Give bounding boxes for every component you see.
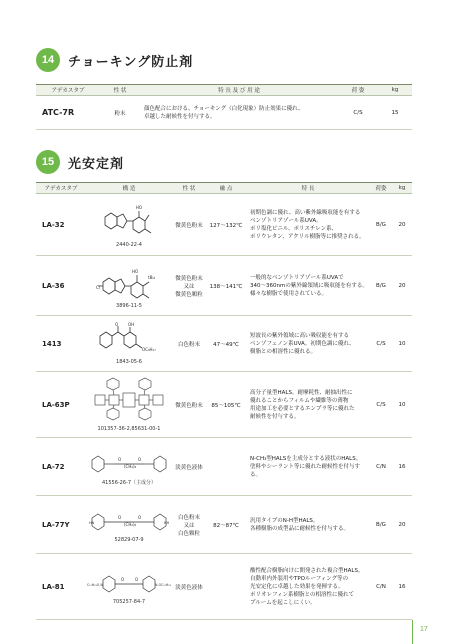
product-name: LA-63P [36, 372, 86, 438]
state-line: 淡黄色液体 [175, 584, 203, 591]
product-kg: 20 [392, 256, 412, 316]
section-title: 光安定剤 [68, 156, 125, 172]
svg-text:O: O [135, 577, 139, 582]
product-pack: C/N [370, 554, 392, 620]
product-kg: 20 [392, 194, 412, 256]
svg-text:(CH₂)₈: (CH₂)₈ [124, 463, 137, 469]
col-header: アデカスタブ [36, 85, 100, 96]
table-row [36, 438, 412, 496]
product-kg: 16 [392, 438, 412, 496]
cas-number: 101357-36-2,85631-00-1 [97, 426, 161, 432]
cas-number: 2440-22-4 [116, 242, 142, 248]
product-name: ATC-7R [36, 96, 100, 130]
feature-line: 酸性配合樹脂向けに開発された複合型HALS。 [250, 567, 364, 574]
feature-line: 光安定化に卓越した効果を発揮する。 [250, 583, 344, 590]
svg-text:HN: HN [89, 521, 95, 525]
nh-hals-structure-icon [88, 506, 170, 536]
structure-cell [86, 316, 172, 372]
page-number: 17 [420, 626, 428, 633]
feature-line: 汎用タイプのN-H型HALS。 [250, 517, 319, 524]
melting-point: 47〜49℃ [206, 316, 246, 372]
svg-text:C₁₁H₂₃O-N: C₁₁H₂₃O-N [87, 583, 103, 587]
page-number-rule [412, 620, 413, 644]
feature-line: 耐候性を付与する。 [250, 413, 300, 420]
product-pack: B/G [370, 194, 392, 256]
feature-line: 自動車内外装用やTPOルーフィング等の [250, 575, 349, 582]
product-pack: C/N [370, 438, 392, 496]
cas-number: 705257-84-7 [112, 599, 146, 605]
polymeric-hals-structure-icon [89, 377, 169, 425]
light-stabilizer-table [36, 182, 412, 620]
state-line: 又は [183, 283, 195, 290]
svg-text:OC₈H₁₇: OC₈H₁₇ [142, 347, 156, 352]
feature-line: ポリ塩化ビニル、ポリスチレン系、 [250, 225, 338, 232]
structure-cell [86, 438, 172, 496]
product-name: LA-32 [36, 194, 86, 256]
product-state [172, 554, 206, 620]
product-feature [246, 496, 370, 554]
feature-line: 卓越した耐候性を付与する。 [144, 113, 216, 120]
state-line: 微黄色粉末 [175, 222, 203, 229]
section-15-heading [36, 150, 124, 174]
feature-line: 各種樹脂の成型品に耐候性を付与する。 [250, 525, 350, 532]
product-feature [246, 256, 370, 316]
product-feature [246, 554, 370, 620]
col-header: 融 点 [206, 183, 246, 194]
product-state [172, 194, 206, 256]
svg-text:OH: OH [128, 322, 135, 327]
state-line: 微黄色粉末 [175, 275, 203, 282]
product-pack: B/G [370, 256, 392, 316]
product-feature [246, 194, 370, 256]
feature-line: 様々な樹脂で使用されている。 [250, 290, 328, 297]
structure-cell [86, 496, 172, 554]
svg-text:(CH₂)₈: (CH₂)₈ [124, 522, 137, 527]
state-line: 淡黄色液体 [175, 464, 203, 471]
product-feature [140, 96, 338, 130]
svg-text:HO: HO [135, 205, 143, 210]
feature-line: 短波長の紫外領域に高い吸収能を有する [250, 332, 350, 339]
benzotriazole-structure-icon [99, 201, 159, 241]
table-row [36, 496, 412, 554]
col-header: アデカスタブ [36, 183, 86, 194]
section-number: 14 [36, 48, 60, 72]
structure-cell [86, 372, 172, 438]
nch3-hals-structure-icon [88, 448, 170, 478]
table-row [36, 372, 412, 438]
col-header: 荷 姿 [338, 85, 378, 96]
product-feature [246, 316, 370, 372]
table-row [36, 316, 412, 372]
svg-text:O: O [118, 456, 122, 462]
table-header-row [36, 85, 412, 96]
feature-line: 塗料やシーラント等に優れた耐候性を付与する。 [250, 463, 361, 478]
product-name: 1413 [36, 316, 86, 372]
cas-number: 3896-11-5 [116, 303, 142, 309]
melting-point: 82〜87℃ [206, 496, 246, 554]
feature-line: 初期色調に優れ、高い紫外線吸収能を有する [250, 209, 361, 216]
table-row [36, 96, 412, 130]
product-name: LA-81 [36, 554, 86, 620]
state-line: 微黄色粉末 [175, 402, 203, 409]
col-header: kg [392, 183, 412, 194]
product-state: 粉末 [100, 96, 140, 130]
feature-line: N-CH₃型HALSを主成分とする液状のHALS。 [250, 455, 362, 462]
svg-text:O: O [138, 515, 142, 520]
cas-number: 41556-26-7（主成分） [101, 479, 157, 486]
feature-line: 高分子量型HALS。耐摩耗性、耐抽出性に [250, 389, 353, 396]
svg-text:O: O [138, 456, 142, 462]
state-line: 白色粉末 [177, 514, 200, 521]
col-header: 特 長 及 び 用 途 [140, 85, 338, 96]
col-header: 荷姿 [370, 183, 392, 194]
section-14-heading [36, 48, 193, 72]
col-header: kg [378, 85, 412, 96]
feature-line: ポリウレタン、アクリル樹脂等に推奨される。 [250, 233, 365, 240]
structure-cell [86, 194, 172, 256]
product-pack: C/S [370, 372, 392, 438]
svg-text:O: O [118, 515, 122, 520]
anti-chalking-table [36, 84, 412, 130]
section-title: チョーキング防止剤 [68, 54, 194, 70]
table-row [36, 256, 412, 316]
cas-number: 52829-07-9 [114, 537, 144, 543]
product-state [172, 372, 206, 438]
melting-point [206, 554, 246, 620]
svg-text:O: O [121, 577, 125, 582]
state-line: 白色粉末 [177, 341, 200, 348]
noc-hals-structure-icon [87, 568, 171, 598]
product-pack: C/S [338, 96, 378, 130]
melting-point: 138〜141℃ [206, 256, 246, 316]
col-header: 構 造 [86, 183, 172, 194]
feature-line: プルームを起こしにくい。 [250, 599, 316, 606]
svg-text:HO: HO [132, 269, 139, 274]
feature-line: 樹脂との相溶性に優れる。 [250, 348, 317, 355]
svg-text:N-OC₁₁H₂₃: N-OC₁₁H₂₃ [155, 583, 171, 587]
feature-line: ベンゾフェノン系UVA。初期色調に優れ、 [250, 340, 355, 347]
structure-cell [86, 256, 172, 316]
feature-line: ポリオレフィン系樹脂との相溶性に優れて [250, 591, 355, 598]
chloro-benzotriazole-structure-icon [94, 262, 164, 302]
feature-line: 一般的なベンゾトリアゾール系UVAで [250, 274, 344, 281]
section-number: 15 [36, 150, 60, 174]
table-row [36, 194, 412, 256]
feature-line: 優れることからフィルムや繊維等の薄物 [250, 397, 349, 404]
product-kg: 15 [378, 96, 412, 130]
structure-cell [86, 554, 172, 620]
feature-line: ベンゾトリアゾール系UVA。 [250, 217, 322, 224]
svg-text:NH: NH [164, 521, 170, 525]
col-header: 性 状 [172, 183, 206, 194]
product-kg: 16 [392, 554, 412, 620]
feature-line: 顔色配合における、チョーキング（白化現象）防止効果に優れ、 [144, 105, 304, 112]
state-line: 微黄色顆粒 [175, 291, 203, 298]
state-line: 又は [183, 522, 195, 529]
feature-line: 340〜360nmの紫外線領域に吸収能を有する。 [250, 282, 368, 289]
product-state [172, 316, 206, 372]
melting-point: 85〜105℃ [206, 372, 246, 438]
col-header: 特 長 [246, 183, 370, 194]
product-feature [246, 438, 370, 496]
state-line: 白色顆粒 [177, 530, 200, 537]
product-name: LA-36 [36, 256, 86, 316]
product-pack: B/G [370, 496, 392, 554]
table-header-row [36, 183, 412, 194]
svg-text:tBu: tBu [148, 275, 155, 280]
product-name: LA-72 [36, 438, 86, 496]
table-row [36, 554, 412, 620]
col-header: 性 状 [100, 85, 140, 96]
product-kg: 20 [392, 496, 412, 554]
feature-line: 用途加工を必要とするエンプラ等に優れた [250, 405, 355, 412]
product-state [172, 256, 206, 316]
svg-text:O: O [115, 322, 119, 327]
product-state [172, 438, 206, 496]
product-kg: 10 [392, 316, 412, 372]
product-kg: 10 [392, 372, 412, 438]
svg-text:Cl: Cl [96, 285, 100, 290]
benzophenone-structure-icon [94, 322, 164, 358]
product-name: LA-77Y [36, 496, 86, 554]
melting-point [206, 438, 246, 496]
cas-number: 1843-05-6 [116, 359, 142, 365]
melting-point: 127〜132℃ [206, 194, 246, 256]
product-pack: C/S [370, 316, 392, 372]
product-feature [246, 372, 370, 438]
product-state [172, 496, 206, 554]
